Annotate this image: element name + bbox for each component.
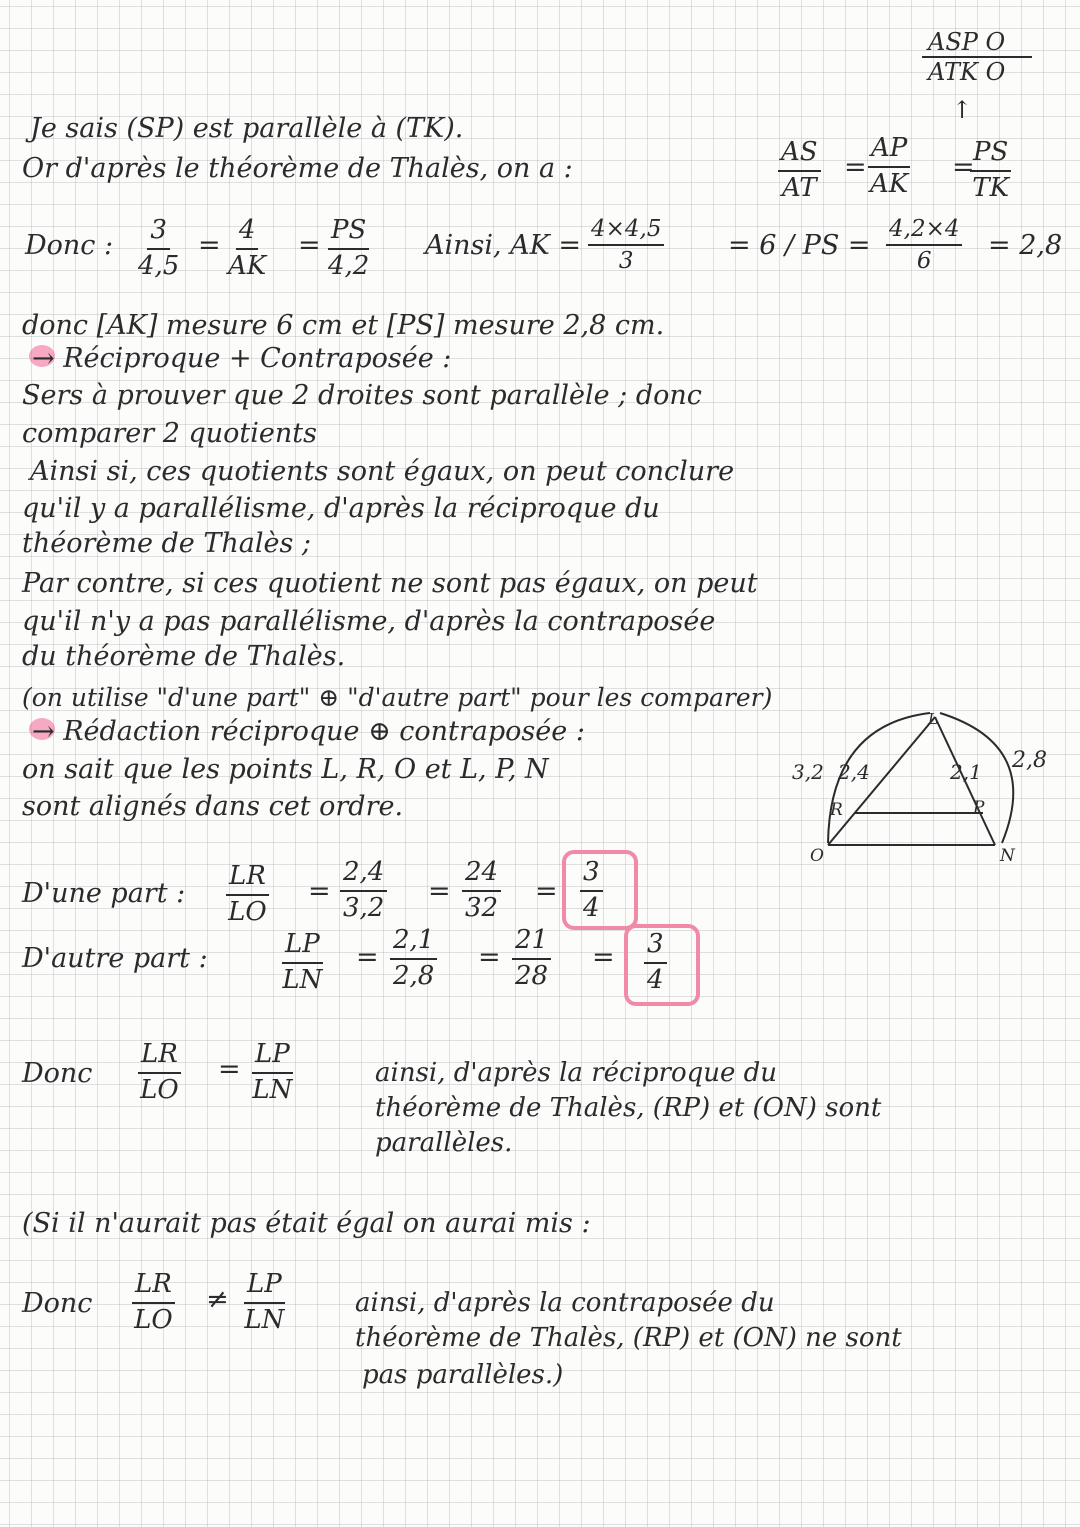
ps-computation-num: 4,2×4: [886, 216, 962, 246]
part1-line2: Or d'après le théorème de Thalès, on a :: [22, 153, 573, 184]
ak-result: = 6 / PS =: [728, 230, 871, 261]
ak-computation-den: 3: [618, 248, 634, 275]
frac-lp-ln-num: LP: [282, 930, 323, 964]
frac-lp-ln: [282, 930, 323, 996]
dune-part-label: D'une part :: [22, 878, 186, 909]
equals-sign: =: [844, 152, 867, 183]
donc-label-3: Donc: [22, 1288, 93, 1319]
corner-note-line2: ATK O: [928, 58, 1006, 86]
frac-3-45: [138, 216, 179, 282]
conclusion-a-line3: parallèles.: [375, 1128, 513, 1158]
part2-line9: (on utilise "d'une part" ⊕ "d'autre part" pour les comparer): [22, 683, 773, 712]
frac-lr-lo-d-den: LO: [134, 1304, 173, 1335]
value-2-4: 2,4: [838, 760, 870, 784]
equals-sign: =: [298, 230, 321, 261]
frac-3-4-a: [580, 858, 603, 924]
frac-lp-ln-c-num: LP: [252, 1040, 293, 1074]
ps-computation-den: 6: [916, 248, 932, 275]
part1-conclusion: donc [AK] mesure 6 cm et [PS] mesure 2,8 cm.: [22, 310, 665, 341]
ps-computation: [886, 216, 962, 275]
part2-heading: [32, 345, 451, 372]
part1-line1: Je sais (SP) est parallèle à (TK).: [30, 113, 464, 144]
ratio-ps-tk-num: PS: [970, 138, 1011, 172]
ak-computation: [588, 216, 664, 275]
alternative-intro: (Si il n'aurait pas était égal on aurai mis :: [22, 1208, 591, 1239]
frac-3-4-a-num: 3: [580, 858, 603, 892]
part2-line4: qu'il y a parallélisme, d'après la réciproque du: [22, 493, 660, 524]
ratio-as-at-num: AS: [778, 138, 821, 172]
frac-4-ak: [228, 216, 266, 282]
frac-21-28-num: 2,1: [390, 926, 437, 960]
equals-sign: =: [428, 876, 451, 907]
frac-3-4-b: [644, 930, 667, 996]
frac-lp-ln-den: LN: [282, 964, 323, 995]
ak-computation-num: 4×4,5: [588, 216, 664, 246]
frac-3-4-a-den: 4: [583, 892, 600, 923]
conclusion-b-line3: pas parallèles.): [362, 1360, 564, 1390]
ratio-as-at: [778, 138, 821, 204]
frac-21-28-den: 28: [515, 960, 549, 991]
part2-line1: Sers à prouver que 2 droites sont parallèle ; donc: [22, 380, 702, 411]
label-n: N: [1000, 846, 1015, 866]
frac-lr-lo-den: LO: [228, 896, 267, 927]
frac-21-28-den: 2,8: [393, 960, 435, 991]
frac-24-32-num: 2,4: [340, 858, 387, 892]
part3-heading: [32, 718, 585, 745]
conclusion-b-line2: théorème de Thalès, (RP) et (ON) ne sont: [355, 1323, 902, 1353]
ainsi-ak-label: Ainsi, AK =: [425, 230, 582, 261]
frac-24-32-int-num: 24: [462, 858, 501, 892]
dautre-part-label: D'autre part :: [22, 943, 208, 974]
value-2-8: 2,8: [1012, 748, 1047, 773]
frac-lp-ln-d-den: LN: [244, 1304, 285, 1335]
value-3-2: 3,2: [792, 760, 824, 784]
frac-21-28-int: [512, 926, 551, 992]
ratio-ps-tk: [970, 138, 1011, 204]
frac-21-28-int-num: 21: [512, 926, 551, 960]
corner-note-underline: [922, 56, 1032, 58]
part3-title: Rédaction réciproque ⊕ contraposée :: [63, 716, 585, 747]
part3-line2: sont alignés dans cet ordre.: [22, 791, 404, 822]
part2-line3: Ainsi si, ces quotients sont égaux, on peut conclure: [30, 456, 735, 487]
equals-sign: =: [198, 230, 221, 261]
frac-4-ak-num: 4: [236, 216, 259, 250]
equals-sign: =: [592, 942, 615, 973]
part2-line8: du théorème de Thalès.: [22, 641, 346, 672]
part2-title: Réciproque + Contraposée :: [63, 343, 452, 374]
frac-ps-42-den: 4,2: [328, 250, 370, 281]
frac-3-4-b-num: 3: [644, 930, 667, 964]
equals-sign: =: [308, 876, 331, 907]
ratio-ap-ak: [868, 134, 910, 200]
label-o: O: [810, 846, 824, 866]
ratio-ap-ak-den: AK: [870, 168, 909, 199]
frac-lr-lo-d-num: LR: [132, 1270, 175, 1304]
frac-4-ak-den: AK: [228, 250, 267, 281]
ps-result: = 2,8: [988, 230, 1063, 261]
conclusion-a-line1: ainsi, d'après la réciproque du: [375, 1058, 778, 1088]
value-2-1: 2,1: [950, 760, 982, 784]
frac-lp-ln-c-den: LN: [252, 1074, 293, 1105]
frac-3-45-num: 3: [147, 216, 170, 250]
frac-24-32-int: [462, 858, 501, 924]
ratio-ps-tk-den: TK: [972, 172, 1010, 203]
frac-lp-ln-d-num: LP: [244, 1270, 285, 1304]
label-l: L: [928, 710, 938, 728]
not-equal-sign: ≠: [206, 1284, 229, 1315]
frac-3-4-b-den: 4: [647, 964, 664, 995]
frac-lr-lo-c-num: LR: [138, 1040, 181, 1074]
equals-sign: =: [535, 876, 558, 907]
arrow-right-icon: →: [32, 343, 55, 374]
frac-lr-lo-d: [132, 1270, 175, 1336]
ratio-ap-ak-num: AP: [868, 134, 910, 168]
equals-sign: =: [952, 152, 975, 183]
label-p: P: [973, 798, 985, 818]
label-r: R: [830, 800, 843, 820]
equals-sign: =: [218, 1054, 241, 1085]
equals-sign: =: [478, 942, 501, 973]
conclusion-a-line2: théorème de Thalès, (RP) et (ON) sont: [375, 1093, 882, 1123]
conclusion-b-line1: ainsi, d'après la contraposée du: [355, 1288, 775, 1318]
donc-label-2: Donc: [22, 1058, 93, 1089]
frac-3-45-den: 4,5: [138, 250, 180, 281]
corner-arrow-icon: ↑: [952, 96, 973, 124]
donc-label: Donc :: [25, 230, 114, 261]
frac-lr-lo-c-den: LO: [140, 1074, 179, 1105]
frac-ps-42-num: PS: [328, 216, 369, 250]
frac-24-32: [340, 858, 387, 924]
part2-line6: Par contre, si ces quotient ne sont pas égaux, on peut: [22, 568, 758, 599]
frac-lr-lo-num: LR: [226, 862, 269, 896]
equals-sign: =: [356, 942, 379, 973]
frac-ps-42: [328, 216, 369, 282]
part2-line5: théorème de Thalès ;: [22, 528, 312, 559]
frac-24-32-int-den: 32: [465, 892, 499, 923]
frac-lr-lo-c: [138, 1040, 181, 1106]
corner-note-line1: ASP O: [928, 28, 1006, 56]
frac-lr-lo: [226, 862, 269, 928]
part3-line1: on sait que les points L, R, O et L, P, N: [22, 754, 549, 785]
frac-lp-ln-d: [244, 1270, 285, 1336]
frac-21-28: [390, 926, 437, 992]
frac-24-32-den: 3,2: [343, 892, 385, 923]
frac-lp-ln-c: [252, 1040, 293, 1106]
part2-line2: comparer 2 quotients: [22, 418, 317, 449]
ratio-as-at-den: AT: [781, 172, 817, 203]
arrow-right-icon: →: [32, 716, 55, 747]
part2-line7: qu'il n'y a pas parallélisme, d'après la contraposée: [22, 606, 716, 637]
